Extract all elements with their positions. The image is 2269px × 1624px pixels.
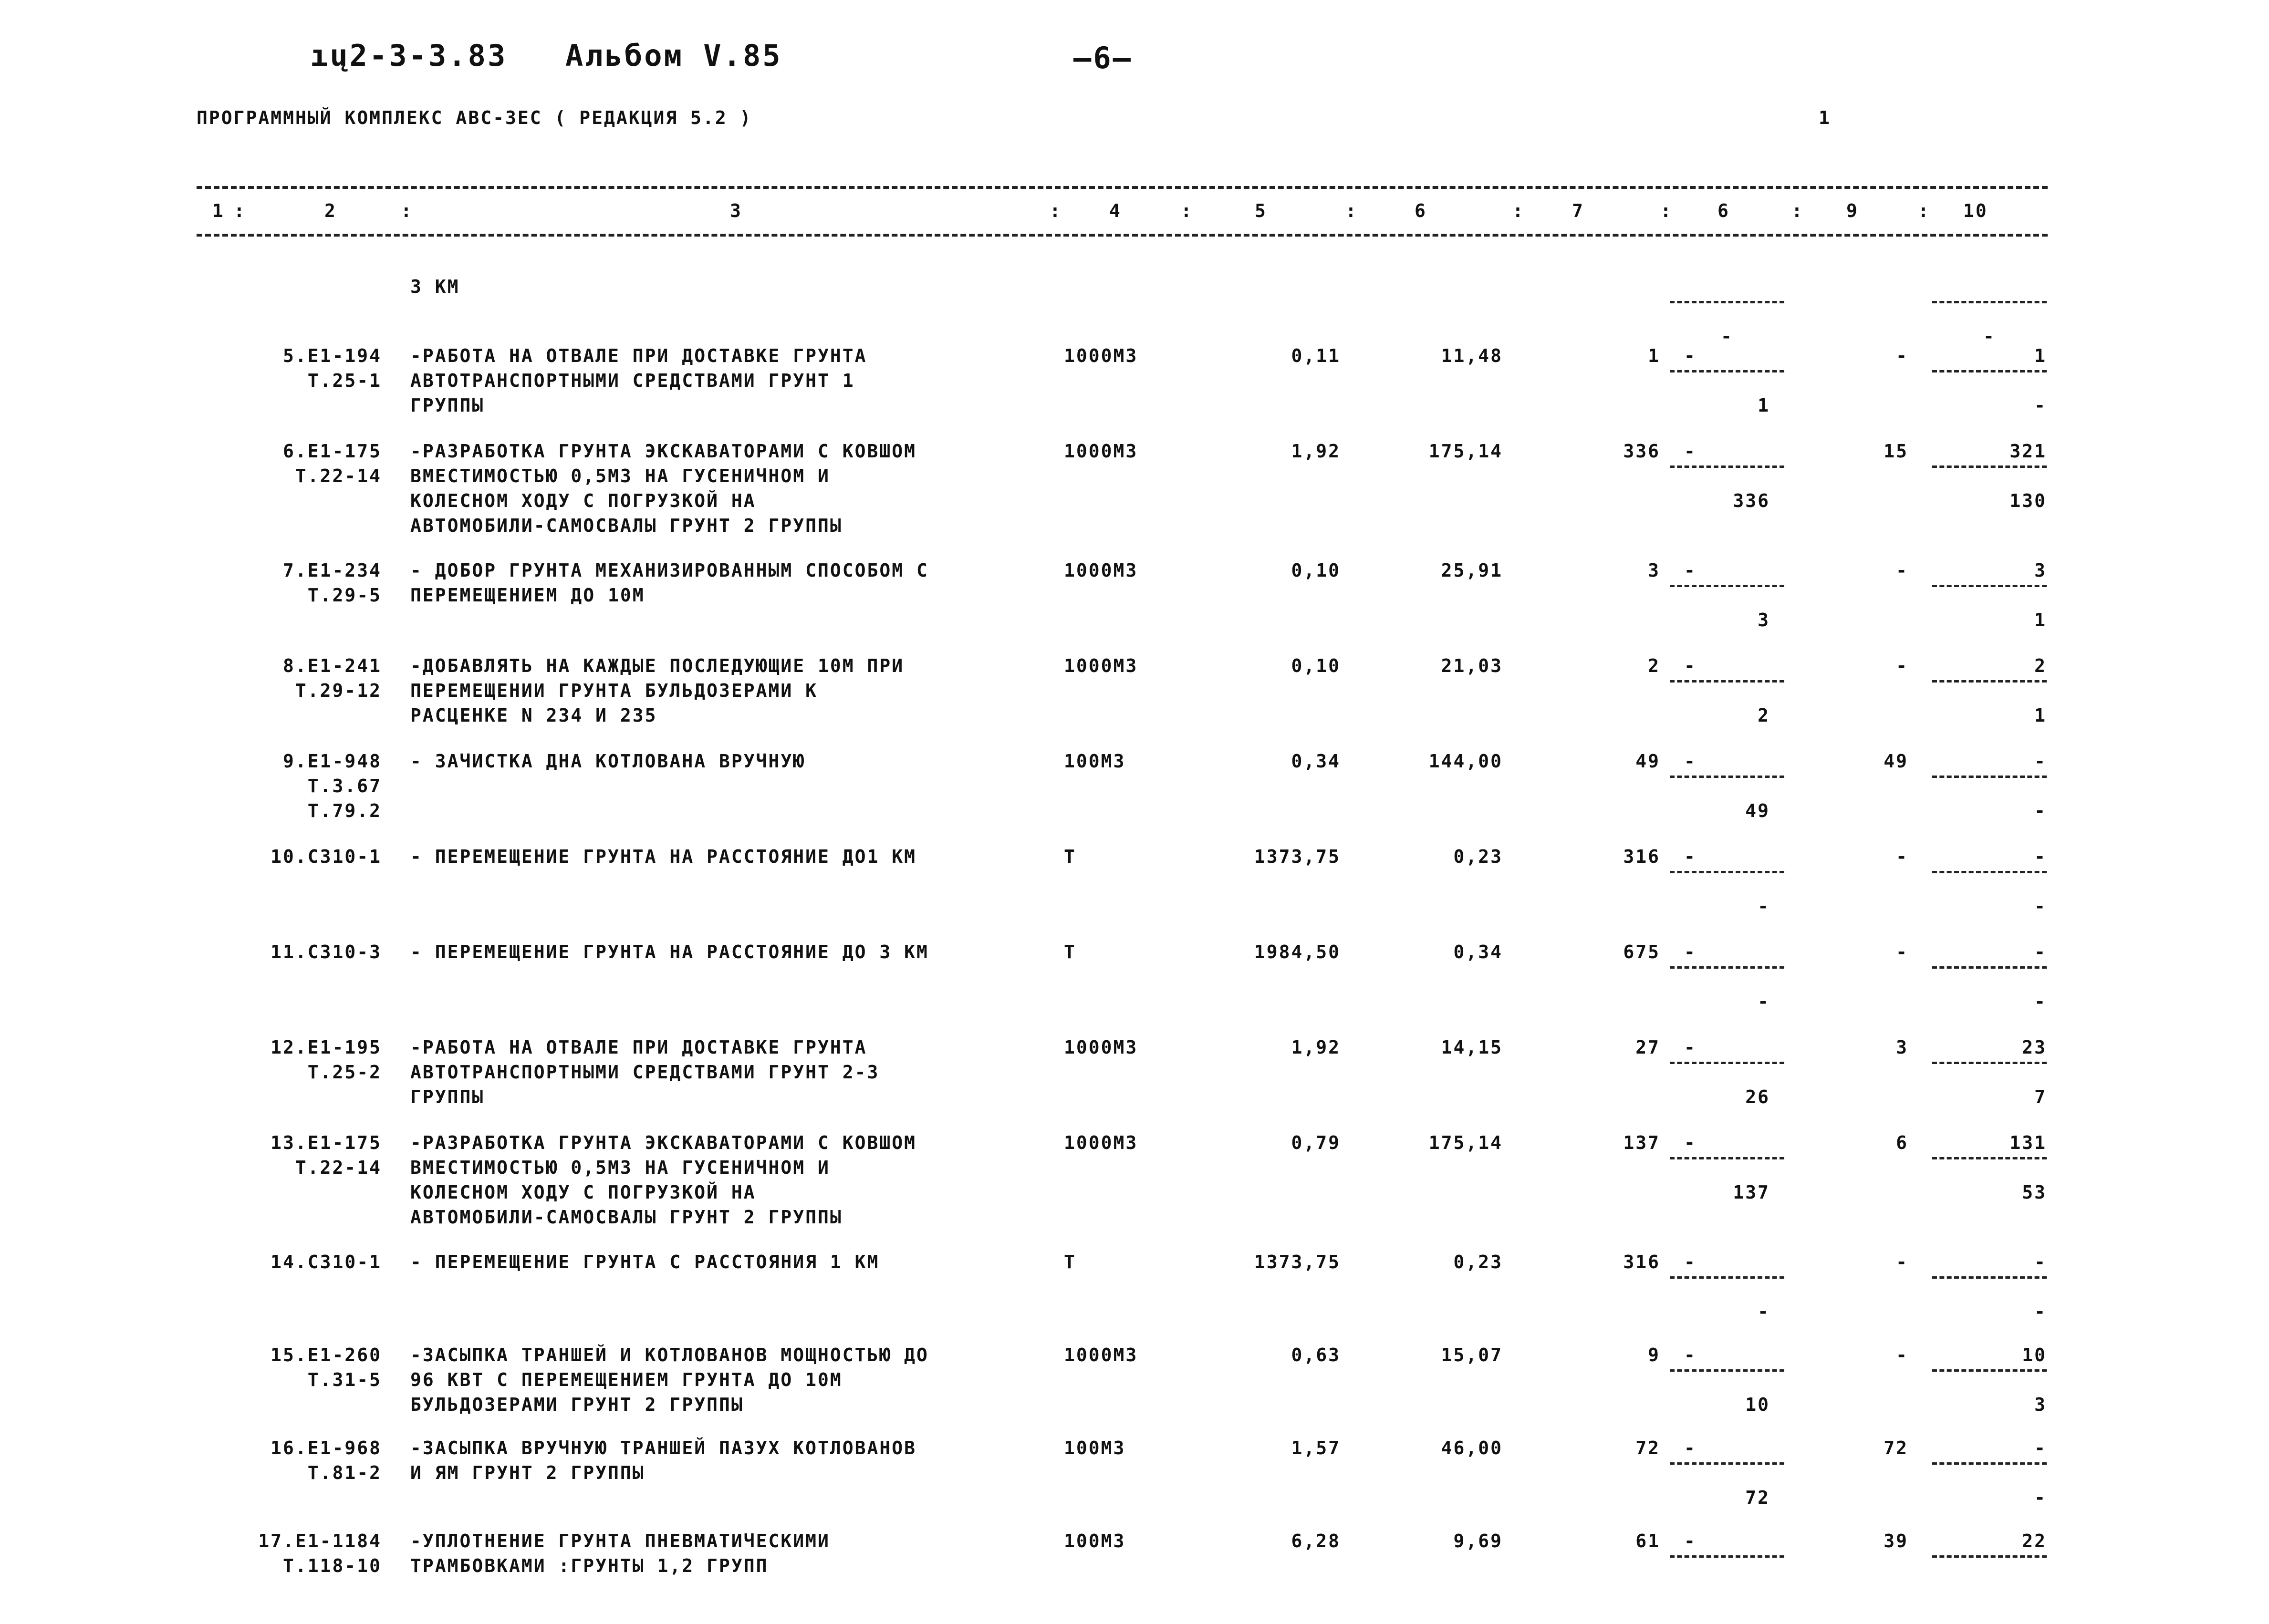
fraction-line xyxy=(1932,1062,2047,1064)
document-code: ıų2-3-3.83 xyxy=(310,38,508,73)
row-total: 675 xyxy=(1623,941,1660,962)
row-description-line: КОЛЕСНОМ ХОДУ С ПОГРУЗКОЙ НА xyxy=(410,490,756,511)
col6-bottom: - xyxy=(1758,991,1770,1012)
row-col9: - xyxy=(1896,1345,1908,1365)
col10-top: 3 xyxy=(2034,560,2047,581)
table-row xyxy=(0,343,2269,439)
col-sep: : xyxy=(1512,200,1525,221)
row-code xyxy=(210,558,382,608)
row-description xyxy=(410,1250,879,1274)
row-description-line: -РАЗРАБОТКА ГРУНТА ЭКСКАВАТОРАМИ С КОВШОМ xyxy=(410,441,916,462)
col6-bottom: 1 xyxy=(1758,395,1770,416)
row-col9: - xyxy=(1896,846,1908,867)
fraction-line xyxy=(1670,1157,1784,1159)
row-description xyxy=(410,558,929,608)
row-quantity: 1984,50 xyxy=(1254,941,1341,962)
row-code-number: 8.Е1-241 xyxy=(282,655,382,676)
table-row xyxy=(0,1529,2269,1624)
table-row xyxy=(0,1343,2269,1438)
row-unit-price: 175,14 xyxy=(1428,441,1503,462)
fraction-line xyxy=(1932,1555,2047,1558)
row-description-line: ПЕРЕМЕЩЕНИИ ГРУНТА БУЛЬДОЗЕРАМИ К xyxy=(410,680,818,701)
row-col9: - xyxy=(1896,345,1908,366)
col6-bottom: - xyxy=(1758,896,1770,917)
row-quantity: 1,92 xyxy=(1291,1037,1341,1058)
row-description-line: ГРУППЫ xyxy=(410,395,485,416)
row-code-number: 10.С310-1 xyxy=(271,846,382,867)
row-total: 3 xyxy=(1648,560,1660,581)
row-code xyxy=(210,1035,382,1085)
row-code xyxy=(210,439,382,488)
fraction-line xyxy=(1670,871,1784,873)
row-unit-price: 21,03 xyxy=(1441,655,1503,676)
row-quantity: 0,63 xyxy=(1291,1345,1341,1365)
col10-top: 22 xyxy=(2022,1531,2047,1552)
row-code xyxy=(210,1529,382,1578)
row-code-number: 15.Е1-260 xyxy=(271,1345,382,1365)
row-description-line: ВМЕСТИМОСТЬЮ 0,5М3 НА ГУСЕНИЧНОМ И xyxy=(410,465,830,486)
row-quantity: 1,92 xyxy=(1291,441,1341,462)
row-unit-price: 14,15 xyxy=(1441,1037,1503,1058)
col-sep: : xyxy=(1050,200,1062,221)
row-code xyxy=(210,940,382,964)
col6-top: - xyxy=(1684,441,1697,462)
col10-bottom: 3 xyxy=(2034,1394,2047,1415)
col6-top: - xyxy=(1684,560,1697,581)
col6-bottom: 72 xyxy=(1745,1487,1770,1508)
row-total: 72 xyxy=(1635,1438,1660,1458)
col6-bottom: - xyxy=(1758,1301,1770,1322)
row-col9: 15 xyxy=(1884,441,1908,462)
table-row xyxy=(0,558,2269,653)
row-total: 61 xyxy=(1635,1531,1660,1552)
row-description-line: ГРУППЫ xyxy=(410,1086,485,1107)
row-unit: Т xyxy=(1064,1252,1076,1272)
col10-bottom: 1 xyxy=(2034,610,2047,631)
row-unit: 1000М3 xyxy=(1064,1037,1138,1058)
col6-bottom: 49 xyxy=(1745,800,1770,821)
row-col9: - xyxy=(1896,655,1908,676)
row-code-ref: Т.29-5 xyxy=(307,585,382,606)
col6-top: - xyxy=(1684,846,1697,867)
fraction-line xyxy=(1932,370,2047,372)
row-total: 49 xyxy=(1635,751,1660,772)
row-unit: 1000М3 xyxy=(1064,345,1138,366)
col10-top: 131 xyxy=(2009,1132,2047,1153)
row-description-line: АВТОТРАНСПОРТНЫМИ СРЕДСТВАМИ ГРУНТ 2-3 xyxy=(410,1062,880,1083)
row-description-line: АВТОТРАНСПОРТНЫМИ СРЕДСТВАМИ ГРУНТ 1 xyxy=(410,370,855,391)
fraction-line xyxy=(1670,585,1784,587)
fraction-line xyxy=(1932,301,2047,303)
row-col9: 39 xyxy=(1884,1531,1908,1552)
fraction-line xyxy=(1670,465,1784,468)
row-unit-price: 175,14 xyxy=(1428,1132,1503,1153)
row-code-ref: Т.118-10 xyxy=(282,1555,382,1576)
row-code xyxy=(210,1436,382,1485)
row-col9: 3 xyxy=(1896,1037,1908,1058)
row-total: 9 xyxy=(1648,1345,1660,1365)
col6-bottom: 336 xyxy=(1733,490,1770,511)
col-header-1: 1 xyxy=(212,200,225,221)
fraction-line xyxy=(1932,1157,2047,1159)
row-unit-price: 0,23 xyxy=(1453,846,1503,867)
fraction-line xyxy=(1932,465,2047,468)
col-header-4: 4 xyxy=(1109,200,1122,221)
col10-top: 321 xyxy=(2009,441,2047,462)
col6-bottom: 137 xyxy=(1733,1182,1770,1203)
col10-top: - xyxy=(2034,941,2047,962)
col-header-8: 6 xyxy=(1717,200,1730,221)
col-header-10: 10 xyxy=(1963,200,1988,221)
col-sep: : xyxy=(1791,200,1804,221)
col-header-6: 6 xyxy=(1415,200,1427,221)
col10-bottom: - xyxy=(2034,800,2047,821)
col10-top: 10 xyxy=(2022,1345,2047,1365)
row-code-ref: Т.79.2 xyxy=(307,800,382,821)
row-code-number: 11.С310-3 xyxy=(271,941,382,962)
col10-bottom: - xyxy=(2034,1487,2047,1508)
header-top-rule xyxy=(197,186,2048,189)
row-unit: Т xyxy=(1064,941,1076,962)
row-col9: 72 xyxy=(1884,1438,1908,1458)
fraction-line xyxy=(1670,1462,1784,1465)
fraction-line xyxy=(1932,1276,2047,1279)
row-total: 27 xyxy=(1635,1037,1660,1058)
col-header-2: 2 xyxy=(324,200,337,221)
row-description-line: КОЛЕСНОМ ХОДУ С ПОГРУЗКОЙ НА xyxy=(410,1182,756,1203)
col6-bottom: 3 xyxy=(1758,610,1770,631)
fraction-line xyxy=(1670,966,1784,969)
row-code-ref: Т.29-12 xyxy=(295,680,382,701)
row-code xyxy=(210,343,382,393)
row-unit: 100М3 xyxy=(1064,1438,1126,1458)
col6-bottom: 2 xyxy=(1758,705,1770,726)
row-quantity: 0,34 xyxy=(1291,751,1341,772)
row-code-ref: Т.25-2 xyxy=(307,1062,382,1083)
col-header-9: 9 xyxy=(1846,200,1859,221)
dash-cell: - xyxy=(1721,326,1733,347)
row-unit: 1000М3 xyxy=(1064,1132,1138,1153)
row-description-line: -РАБОТА НА ОТВАЛЕ ПРИ ДОСТАВКЕ ГРУНТА xyxy=(410,345,867,366)
row-unit-price: 46,00 xyxy=(1441,1438,1503,1458)
col-sep: : xyxy=(1918,200,1930,221)
fraction-line xyxy=(1670,370,1784,372)
row-description-line: - ПЕРЕМЕЩЕНИЕ ГРУНТА С РАССТОЯНИЯ 1 КМ xyxy=(410,1252,880,1272)
row-total: 316 xyxy=(1623,846,1660,867)
row-total: 1 xyxy=(1648,345,1660,366)
row-description-line: -ДОБАВЛЯТЬ НА КАЖДЫЕ ПОСЛЕДУЮЩИЕ 10М ПРИ xyxy=(410,655,905,676)
row-description-line: РАСЦЕНКЕ N 234 И 235 xyxy=(410,705,657,726)
row-unit-price: 11,48 xyxy=(1441,345,1503,366)
row-description xyxy=(410,844,916,869)
row-unit: 1000М3 xyxy=(1064,441,1138,462)
table-row xyxy=(0,1035,2269,1130)
row-description-line: -ЗАСЫПКА ВРУЧНУЮ ТРАНШЕЙ ПАЗУХ КОТЛОВАНОВ xyxy=(410,1438,916,1458)
row-quantity: 0,79 xyxy=(1291,1132,1341,1153)
row-quantity: 1373,75 xyxy=(1254,846,1341,867)
col10-bottom: - xyxy=(2034,395,2047,416)
table-row xyxy=(0,653,2269,749)
row-description-line: ПЕРЕМЕЩЕНИЕМ ДО 10М xyxy=(410,585,645,606)
col10-bottom: - xyxy=(2034,991,2047,1012)
col6-top: - xyxy=(1684,941,1697,962)
row-description-line: -РАЗРАБОТКА ГРУНТА ЭКСКАВАТОРАМИ С КОВШОМ xyxy=(410,1132,916,1153)
row-unit: Т xyxy=(1064,846,1076,867)
col6-top: - xyxy=(1684,345,1697,366)
fraction-line xyxy=(1932,966,2047,969)
row-code-ref: Т.22-14 xyxy=(295,465,382,486)
col10-top: - xyxy=(2034,1438,2047,1458)
row-description-line: ВМЕСТИМОСТЬЮ 0,5М3 НА ГУСЕНИЧНОМ И xyxy=(410,1157,830,1178)
row-description-line: - ДОБОР ГРУНТА МЕХАНИЗИРОВАННЫМ СПОСОБОМ С xyxy=(410,560,929,581)
col10-top: - xyxy=(2034,1252,2047,1272)
sheet-number: 1 xyxy=(1819,107,1831,128)
row-description-line: АВТОМОБИЛИ-САМОСВАЛЫ ГРУНТ 2 ГРУППЫ xyxy=(410,1207,843,1228)
col6-top: - xyxy=(1684,751,1697,772)
col-header-5: 5 xyxy=(1255,200,1267,221)
fraction-line xyxy=(1932,871,2047,873)
col-sep: : xyxy=(1345,200,1358,221)
row-code-ref: Т.22-14 xyxy=(295,1157,382,1178)
row-unit-price: 0,23 xyxy=(1453,1252,1503,1272)
col10-bottom: 130 xyxy=(2009,490,2047,511)
row-col9: - xyxy=(1896,560,1908,581)
col6-top: - xyxy=(1684,1531,1697,1552)
row-total: 2 xyxy=(1648,655,1660,676)
col10-bottom: 53 xyxy=(2022,1182,2047,1203)
fraction-line xyxy=(1670,301,1784,303)
fraction-line xyxy=(1932,1462,2047,1465)
row-code xyxy=(210,1343,382,1392)
col10-top: 2 xyxy=(2034,655,2047,676)
fraction-line xyxy=(1670,1555,1784,1558)
row-total: 316 xyxy=(1623,1252,1660,1272)
col10-bottom: 1 xyxy=(2034,705,2047,726)
row-col9: 6 xyxy=(1896,1132,1908,1153)
row-code-number: 9.Е1-948 xyxy=(282,751,382,772)
row-unit-price: 9,69 xyxy=(1453,1531,1503,1552)
col6-top: - xyxy=(1684,655,1697,676)
col10-bottom: 7 xyxy=(2034,1086,2047,1107)
row-code-ref: Т.31-5 xyxy=(307,1369,382,1390)
row-description-line: - ПЕРЕМЕЩЕНИЕ ГРУНТА НА РАССТОЯНИЕ ДО1 КМ xyxy=(410,846,916,867)
row-quantity: 0,10 xyxy=(1291,560,1341,581)
row-code xyxy=(210,749,382,823)
row-description-line: БУЛЬДОЗЕРАМИ ГРУНТ 2 ГРУППЫ xyxy=(410,1394,744,1415)
row-description-line: И ЯМ ГРУНТ 2 ГРУППЫ xyxy=(410,1462,645,1483)
col6-top: - xyxy=(1684,1252,1697,1272)
row-quantity: 1373,75 xyxy=(1254,1252,1341,1272)
fraction-line xyxy=(1670,1062,1784,1064)
fraction-line xyxy=(1670,680,1784,683)
col-header-3: 3 xyxy=(730,200,742,221)
table-row xyxy=(0,1130,2269,1226)
header-bottom-rule xyxy=(197,234,2048,237)
row-code-number: 12.Е1-195 xyxy=(271,1037,382,1058)
col6-top: - xyxy=(1684,1132,1697,1153)
row-description xyxy=(410,653,904,728)
row-code-number: 17.Е1-1184 xyxy=(258,1531,382,1552)
col6-top: - xyxy=(1684,1037,1697,1058)
row-description-line: 96 КВТ С ПЕРЕМЕЩЕНИЕМ ГРУНТА ДО 10М xyxy=(410,1369,843,1390)
dash-cell: - xyxy=(1983,326,1996,347)
fraction-line xyxy=(1670,1369,1784,1372)
col-sep: : xyxy=(1660,200,1673,221)
row-description-line: - ПЕРЕМЕЩЕНИЕ ГРУНТА НА РАССТОЯНИЕ ДО 3 КМ xyxy=(410,941,929,962)
row-total: 336 xyxy=(1623,441,1660,462)
col6-top: - xyxy=(1684,1345,1697,1365)
row-unit-price: 144,00 xyxy=(1428,751,1503,772)
row-description xyxy=(410,1529,830,1578)
row-col9: - xyxy=(1896,1252,1908,1272)
row-description xyxy=(410,749,805,774)
row-description xyxy=(410,439,916,538)
row-code xyxy=(210,844,382,869)
row-code-number: 7.Е1-234 xyxy=(282,560,382,581)
row-description xyxy=(410,1343,929,1417)
row-unit: 1000М3 xyxy=(1064,560,1138,581)
row-quantity: 6,28 xyxy=(1291,1531,1341,1552)
row-col9: - xyxy=(1896,941,1908,962)
fraction-line xyxy=(1670,1276,1784,1279)
col-sep: : xyxy=(234,200,246,221)
table-row xyxy=(0,749,2269,844)
col10-bottom: - xyxy=(2034,896,2047,917)
row-description-line: -УПЛОТНЕНИЕ ГРУНТА ПНЕВМАТИЧЕСКИМИ xyxy=(410,1531,830,1552)
fraction-line xyxy=(1932,585,2047,587)
row-description-line: ТРАМБОВКАМИ :ГРУНТЫ 1,2 ГРУПП xyxy=(410,1555,769,1576)
row-description xyxy=(410,1130,916,1230)
row-unit: 1000М3 xyxy=(1064,655,1138,676)
fraction-line xyxy=(1932,776,2047,778)
row-unit: 100М3 xyxy=(1064,751,1126,772)
row-description-line: АВТОМОБИЛИ-САМОСВАЛЫ ГРУНТ 2 ГРУППЫ xyxy=(410,515,843,536)
row-code-number: 13.Е1-175 xyxy=(271,1132,382,1153)
col6-bottom: 26 xyxy=(1745,1086,1770,1107)
table-row xyxy=(0,1250,2269,1345)
row-quantity: 1,57 xyxy=(1291,1438,1341,1458)
row-unit: 100М3 xyxy=(1064,1531,1126,1552)
col6-top: - xyxy=(1684,1438,1697,1458)
row-unit-price: 15,07 xyxy=(1441,1345,1503,1365)
program-title: ПРОГРАММНЫЙ КОМПЛЕКС АВС-ЗЕС ( РЕДАКЦИЯ 5.2 ) xyxy=(197,107,752,128)
table-row xyxy=(0,439,2269,534)
table-row xyxy=(0,844,2269,940)
row-code-number: 16.Е1-968 xyxy=(271,1438,382,1458)
row-quantity: 0,10 xyxy=(1291,655,1341,676)
row-code-ref: Т.25-1 xyxy=(307,370,382,391)
row-code-ref: Т.81-2 xyxy=(307,1462,382,1483)
row-description xyxy=(410,940,929,964)
row-description xyxy=(410,1436,916,1485)
row-description-line: - ЗАЧИСТКА ДНА КОТЛОВАНА ВРУЧНУЮ xyxy=(410,751,806,772)
row-col9: 49 xyxy=(1884,751,1908,772)
col-sep: : xyxy=(1181,200,1193,221)
fraction-line xyxy=(1670,776,1784,778)
col10-bottom: - xyxy=(2034,1301,2047,1322)
fraction-line xyxy=(1932,680,2047,683)
row-code-ref: Т.3.67 xyxy=(307,776,382,796)
row-code xyxy=(210,653,382,703)
col10-top: - xyxy=(2034,751,2047,772)
col10-top: 23 xyxy=(2022,1037,2047,1058)
table-row xyxy=(0,940,2269,1035)
row-description-line: -РАБОТА НА ОТВАЛЕ ПРИ ДОСТАВКЕ ГРУНТА xyxy=(410,1037,867,1058)
col6-bottom: 10 xyxy=(1745,1394,1770,1415)
continuation-text: 3 КМ xyxy=(410,276,460,297)
page-number: —6— xyxy=(1073,41,1133,75)
row-code xyxy=(210,1130,382,1180)
table-row xyxy=(0,1436,2269,1531)
row-description xyxy=(410,1035,879,1109)
col10-top: - xyxy=(2034,846,2047,867)
col10-top: 1 xyxy=(2034,345,2047,366)
row-code-number: 5.Е1-194 xyxy=(282,345,382,366)
album-label: Альбом V.85 xyxy=(565,38,782,73)
row-quantity: 0,11 xyxy=(1291,345,1341,366)
col-sep: : xyxy=(401,200,413,221)
fraction-line xyxy=(1932,1369,2047,1372)
col-header-7: 7 xyxy=(1572,200,1584,221)
row-total: 137 xyxy=(1623,1132,1660,1153)
row-code xyxy=(210,1250,382,1274)
row-unit: 1000М3 xyxy=(1064,1345,1138,1365)
row-code-number: 14.С310-1 xyxy=(271,1252,382,1272)
row-unit-price: 0,34 xyxy=(1453,941,1503,962)
row-code-number: 6.Е1-175 xyxy=(282,441,382,462)
row-unit-price: 25,91 xyxy=(1441,560,1503,581)
row-description xyxy=(410,343,867,418)
row-description-line: -ЗАСЫПКА ТРАНШЕЙ И КОТЛОВАНОВ МОЩНОСТЬЮ ДО xyxy=(410,1345,929,1365)
